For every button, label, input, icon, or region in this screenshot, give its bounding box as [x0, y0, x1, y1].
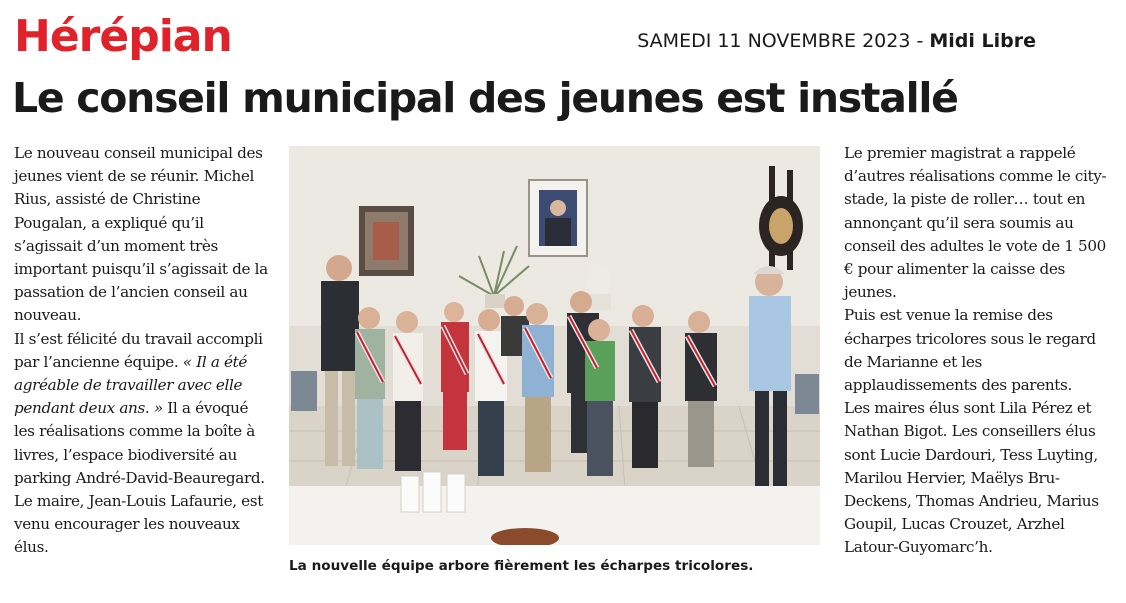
article-right-column	[844, 142, 1112, 560]
quote: « Il a été agréable de travailler avec elle pendant deux ans. »	[14, 352, 248, 418]
group-photo-illustration	[289, 146, 820, 545]
left-paragraph-2-text-a: Il s’est félicité du travail accompli par l’ancienne équipe.	[14, 329, 263, 371]
right-paragraph-1: Le premier magistrat a rappelé d’autres réalisations comme le city-stade, la piste de roller… tout en annonçant qu’il sera soumis au conseil des adultes le vote de 1 500 € pour alimenter la caisse des jeunes.	[844, 144, 1107, 302]
photo-caption: La nouvelle équipe arbore fièrement les écharpes tricolores.	[289, 558, 754, 574]
right-paragraph-2: Puis est venue la remise des écharpes tricolores sous le regard de Marianne et les applaudissements des parents.	[844, 306, 1096, 395]
article-photo	[289, 146, 820, 545]
left-paragraph-1: Le nouveau conseil municipal des jeunes vient de se réunir. Michel Rius, assisté de Christine Pougalan, a expliqué qu’il s’agissait d’un moment très important puisqu’il s’agissait de la passation de l’ancien conseil au nouveau.	[14, 144, 268, 325]
left-paragraph-2-text-b: Il a évoqué les réalisations comme la boîte à livres, l’espace biodiversité au parking André-David-Beauregard.	[14, 399, 265, 487]
left-paragraph-2	[14, 328, 270, 490]
town-name: Hérépian	[14, 11, 232, 62]
publication-date: SAMEDI 11 NOVEMBRE 2023 -	[637, 30, 924, 52]
left-paragraph-3: Le maire, Jean-Louis Lafaurie, est venu encourager les nouveaux élus.	[14, 492, 263, 557]
article-headline: Le conseil municipal des jeunes est installé	[12, 74, 958, 122]
right-paragraph-3: Les maires élus sont Lila Pérez et Nathan Bigot. Les conseillers élus sont Lucie Dardouri, Tess Luyting, Marilou Hervier, Maëlys Bru-Deckens, Thomas Andrieu, Marius Goupil, Lucas Crouzet, Arzhel Latour-Guyomarc’h.	[844, 399, 1099, 557]
newspaper-name: Midi Libre	[929, 30, 1036, 52]
dateline	[637, 30, 1036, 52]
article-left-column	[14, 142, 270, 560]
